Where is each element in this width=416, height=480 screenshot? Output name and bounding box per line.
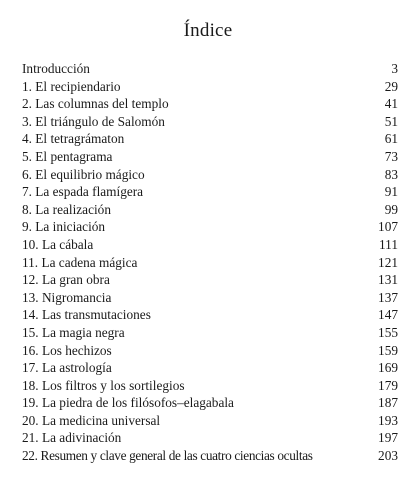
toc-entry-page-number: 179: [378, 377, 398, 393]
toc-entry: [22, 377, 398, 395]
toc-entry-page-number: 159: [378, 342, 398, 358]
toc-entry: [22, 271, 398, 289]
toc-entry-label: 11. La cadena mágica: [22, 254, 138, 270]
toc-entry-label: 21. La adivinación: [22, 430, 122, 446]
toc-entry: [22, 148, 398, 166]
toc-entry-page-number: 3: [391, 61, 398, 76]
toc-entry-label: Introducción: [22, 61, 90, 76]
toc-entry-page-number: 91: [384, 184, 398, 200]
toc-entry-label: 4. El tetragrámaton: [22, 131, 125, 147]
toc-entry: [22, 183, 398, 201]
toc-entry-page-number: 121: [378, 254, 398, 270]
toc-entry-label: 2. Las columnas del templo: [22, 96, 169, 112]
toc-entry-page-number: 73: [384, 148, 398, 164]
toc-entry-page-number: 29: [384, 78, 398, 94]
toc-entry: [22, 324, 398, 342]
toc-entry: [22, 394, 398, 412]
toc-entry-page-number: 99: [384, 201, 398, 217]
toc-entry: [22, 289, 398, 307]
toc-entry-label: 1. El recipiendario: [22, 78, 121, 94]
table-of-contents: [22, 60, 398, 465]
toc-entry-page-number: 203: [378, 448, 398, 464]
toc-entry-label: 5. El pentagrama: [22, 148, 113, 164]
toc-entry-page-number: 61: [384, 131, 398, 147]
toc-entry-label: 10. La cábala: [22, 236, 94, 252]
toc-entry-page-number: 187: [378, 395, 398, 411]
toc-entry: [22, 306, 398, 324]
toc-entry: [22, 342, 398, 360]
toc-entry: [22, 412, 398, 430]
toc-entry-label: 16. Los hechizos: [22, 342, 112, 358]
toc-entry-label: 7. La espada flamígera: [22, 184, 144, 200]
toc-entry: [22, 130, 398, 148]
toc-entry-label: 6. El equilibrio mágico: [22, 166, 145, 182]
toc-entry-label: 17. La astrología: [22, 360, 112, 376]
toc-entry: [22, 113, 398, 131]
toc-entry: [22, 78, 398, 96]
toc-entry-label: 19. La piedra de los filósofos–elagabala: [22, 395, 234, 411]
toc-entry-label: 12. La gran obra: [22, 272, 110, 288]
toc-entry-page-number: 107: [378, 219, 398, 235]
toc-entry: [22, 429, 398, 447]
toc-entry-page-number: 41: [384, 96, 398, 112]
toc-entry-page-number: 147: [378, 307, 398, 323]
toc-entry-page-number: 155: [378, 324, 398, 340]
toc-entry: [22, 95, 398, 113]
toc-entry: [22, 254, 398, 272]
toc-entry-page-number: 197: [378, 430, 398, 446]
toc-entry-label: 18. Los filtros y los sortilegios: [22, 377, 185, 393]
toc-entry-label: 20. La medicina universal: [22, 412, 161, 428]
toc-entry-label: 14. Las transmutaciones: [22, 307, 151, 323]
toc-entry: [22, 236, 398, 254]
toc-entry: [22, 166, 398, 184]
toc-entry-page-number: 111: [379, 236, 398, 252]
toc-entry-label: 15. La magia negra: [22, 324, 125, 340]
toc-entry: [22, 60, 398, 78]
toc-entry: [22, 447, 398, 465]
toc-entry: [22, 218, 398, 236]
toc-entry-label: 22. Resumen y clave general de las cuatro ciencias ocultas: [22, 448, 313, 464]
toc-entry-label: 9. La iniciación: [22, 219, 106, 235]
toc-entry: [22, 201, 398, 219]
toc-entry-page-number: 83: [384, 166, 398, 182]
toc-entry-page-number: 51: [384, 113, 398, 129]
page-title: Índice: [183, 20, 233, 41]
toc-entry-label: 13. Nigromancia: [22, 289, 112, 305]
toc-entry-label: 8. La realización: [22, 201, 111, 217]
toc-entry-page-number: 193: [378, 412, 398, 428]
toc-entry-page-number: 169: [378, 360, 398, 376]
toc-entry: [22, 359, 398, 377]
toc-entry-page-number: 131: [378, 272, 398, 288]
toc-entry-page-number: 137: [378, 289, 398, 305]
toc-entry-label: 3. El triángulo de Salomón: [22, 113, 165, 129]
